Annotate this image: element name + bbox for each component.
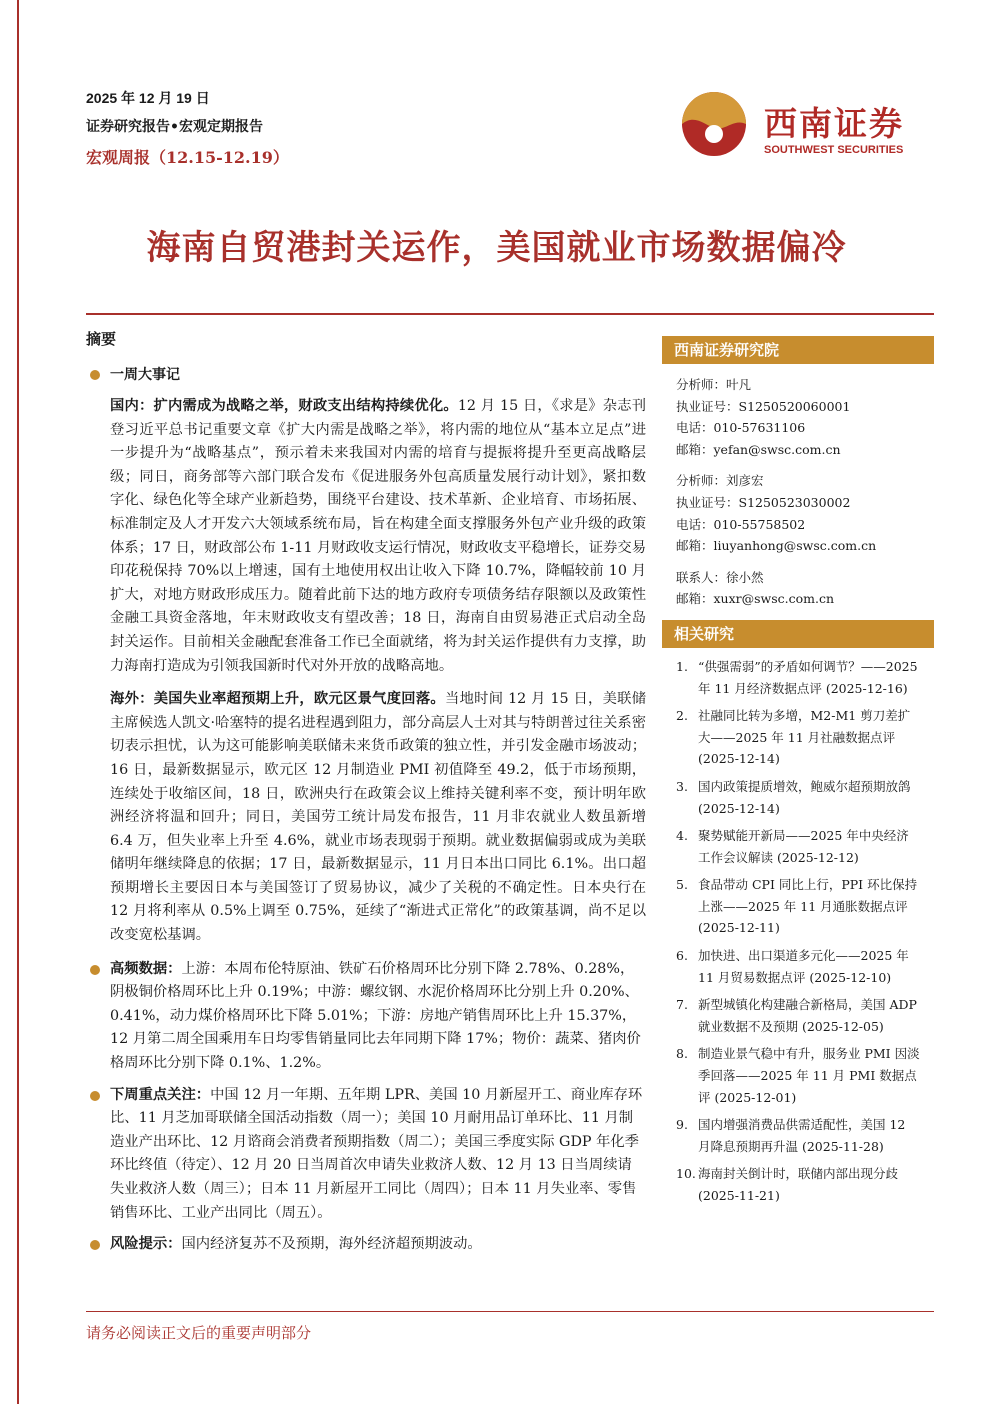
related-item[interactable]: 4. 聚势赋能开新局——2025 年中央经济工作会议解读 (2025-12-12)	[676, 828, 909, 865]
left-margin-line	[17, 0, 19, 1404]
weekly-label: 宏观周报（12.15-12.19）	[86, 148, 289, 167]
next-lead: 下周重点关注：	[110, 1086, 211, 1103]
overseas-lead: 海外：美国失业率超预期上升，欧元区景气度回落。	[110, 691, 445, 708]
overseas-text: 当地时间 12 月 15 日，美联储主席候选人凯文·哈塞特的提名进程遇到阻力，部分高层人士对其与特朗普过往关系密切表示担忧，认为这可能影响美联储未来货币政策的独立性，并引发金融市场波动；16 日，最新数据显示，欧元区 12 月制造业 PMI 初值降至 49.2，低于市场预期，连续处于收缩区间，18 日，欧洲央行在政策会议上维持关键利率不变，预计明年欧洲经济将温和回升；同日，美国劳工统计局发布报告，11 月非农就业人数虽新增 6.4 万，但失业率上升至 4.6%，就业市场表现弱于预期。就业数据偏弱或成为美联储明年继续降息的依据；17 日，最新数据显示，11 月日本出口同比 6.1%。出口超预期增长主要因日本与美国签订了贸易协议，减少了关税的不确定性。日本央行在 12 月将利率从 0.5%上调至 0.75%，延续了“渐进式正常化”的政策基调，尚不足以改变宽松基调。	[110, 691, 647, 944]
risk-text: 国内经济复苏不及预期，海外经济超预期波动。	[181, 1236, 482, 1253]
analyst-list	[662, 364, 934, 610]
related-item[interactable]: 10. 海南封关倒计时，联储内部出现分歧 (2025-11-21)	[676, 1166, 899, 1203]
title-divider	[86, 313, 934, 315]
overseas-paragraph	[110, 688, 646, 948]
analyst-email[interactable]: 邮箱：yefan@swsc.com.cn	[676, 441, 841, 457]
abstract-heading: 摘要	[86, 330, 117, 348]
brand-name-cn: 西南证券	[764, 104, 904, 143]
report-date: 2025 年 12 月 19 日	[86, 90, 210, 106]
institute-heading: 西南证券研究院	[662, 336, 934, 364]
bullet-icon	[90, 1091, 100, 1101]
hf-lead: 高频数据：	[110, 960, 182, 977]
high-frequency-paragraph	[86, 958, 646, 1076]
sidebar	[662, 336, 934, 1213]
related-research-heading: 相关研究	[662, 620, 934, 648]
related-item[interactable]: 6. 加快进、出口渠道多元化——2025 年 11 月贸易数据点评 (2025-12-10)	[676, 948, 909, 985]
analyst-email[interactable]: 邮箱：liuyanhong@swsc.com.cn	[676, 538, 877, 554]
logo-emblem-icon	[678, 88, 750, 160]
report-type: 证券研究报告•宏观定期报告	[86, 119, 263, 135]
domestic-paragraph	[110, 395, 646, 678]
related-item[interactable]: 5. 食品带动 CPI 同比上行，PPI 环比保持上涨——2025 年 11 月通胀数据点评 (2025-12-11)	[676, 877, 918, 936]
analyst-card: 分析师：叶凡 执业证号：S1250520060001 电话：010-57631106 邮箱：yefan@swsc.com.cn	[676, 374, 920, 460]
related-item[interactable]: 8. 制造业景气稳中有升，服务业 PMI 因淡季回落——2025 年 11 月 PMI 数据点评 (2025-12-01)	[676, 1046, 920, 1105]
bullet-icon	[90, 1240, 100, 1250]
next-text: 中国 12 月一年期、五年期 LPR、美国 10 月新屋开工、商业库存环比、11 月芝加哥联储全国活动指数（周一）；美国 10 月耐用品订单环比、11 月制造业产出环比、12 月谘商会消费者预期指数（周二）；美国三季度实际 GDP 年化季环比终值（待定）、12 月 20 日当周首次申请失业救济人数、12 月 13 日当周续请失业救济人数（周三）；日本 11 月新屋开工同比（周四）；日本 11 月失业率、零售销售环比、工业产出同比（周五）。	[110, 1086, 643, 1221]
domestic-lead: 国内：扩内需成为战略之举，财政支出结构持续优化。	[110, 398, 458, 414]
related-item[interactable]: 7. 新型城镇化构建融合新格局，美国 ADP 就业数据不及预期 (2025-12-05)	[676, 997, 917, 1034]
related-research-list	[662, 648, 934, 1207]
next-week-paragraph	[86, 1084, 646, 1226]
hf-text: 上游：本周布伦特原油、铁矿石价格周环比分别下降 2.78%、0.28%，阴极铜价格周环比上升 0.19%；中游：螺纹钢、水泥价格周环比分别上升 0.20%、0.41%，动力煤价格周环比下降 5.01%；下游：房地产销售周环比上升 15.37%，12 月第二周全国乘用车日均零售销量同比去年同期下降 17%；物价：蔬菜、猪肉价格周环比分别下降 0.1%、1.2%。	[110, 960, 641, 1072]
brand-logo	[678, 88, 938, 160]
related-item[interactable]: 9. 国内增强消费品供需适配性，美国 12 月降息预期再升温 (2025-11-28)	[676, 1117, 906, 1154]
contact-card: 联系人：徐小然 邮箱：xuxr@swsc.com.cn	[676, 567, 920, 610]
week-events-heading: 一周大事记	[86, 363, 646, 387]
risk-paragraph	[86, 1233, 646, 1257]
brand-name-en: SOUTHWEST SECURITIES	[764, 144, 904, 156]
footer-divider	[86, 1311, 934, 1312]
bullet-icon	[90, 370, 100, 380]
analyst-card: 分析师：刘彦宏 执业证号：S1250523030002 电话：010-55758502 邮箱：liuyanhong@swsc.com.cn	[676, 470, 920, 556]
related-item[interactable]: 2. 社融同比转为多增，M2-M1 剪刀差扩大——2025 年 11 月社融数据点评 (2025-12-14)	[676, 708, 911, 767]
footer-disclaimer: 请务必阅读正文后的重要声明部分	[86, 1324, 312, 1342]
abstract-section	[86, 328, 646, 1265]
related-item[interactable]: 1. “供强需弱”的矛盾如何调节？——2025 年 11 月经济数据点评 (2025-12-16)	[676, 658, 918, 696]
risk-lead: 风险提示：	[110, 1236, 182, 1253]
related-item[interactable]: 3. 国内政策提质增效，鲍威尔超预期放鸽 (2025-12-14)	[676, 778, 911, 816]
contact-email[interactable]: 邮箱：xuxr@swsc.com.cn	[676, 591, 835, 607]
domestic-text: 12 月 15 日，《求是》杂志刊登习近平总书记重要文章《扩大内需是战略之举》，将内需的地位从“基本立足点”进一步提升为“战略基点”，预示着未来我国对内需的培育与提振将提升至更高战略层级；同日，商务部等六部门联合发布《促进服务外包高质量发展行动计划》，紧扣数字化、绿色化等全球产业新趋势，围绕平台建设、技术革新、企业培育、市场拓展、标准制定及人才开发六大领域系统布局，旨在构建全面支撑服务外包产业升级的政策体系；17 日，财政部公布 1-11 月财政收支运行情况，财政收支平稳增长，证券交易印花税保持 70%以上增速，国有土地使用权出让收入下降 10.7%，降幅较前 10 月扩大，对地方财政形成压力。随着此前下达的地方政府专项债务结存限额以及政策性金融工具资金落地，年末财政收支有望改善；18 日，海南自由贸易港正式启动全岛封关运作。目前相关金融配套准备工作已全面就绪，将为封关运作提供有力支撑，助力海南打造成为引领我国新时代对外开放的战略高地。	[110, 398, 646, 674]
page-title: 海南自贸港封关运作，美国就业市场数据偏冷	[146, 228, 847, 268]
bullet-icon	[90, 965, 100, 975]
